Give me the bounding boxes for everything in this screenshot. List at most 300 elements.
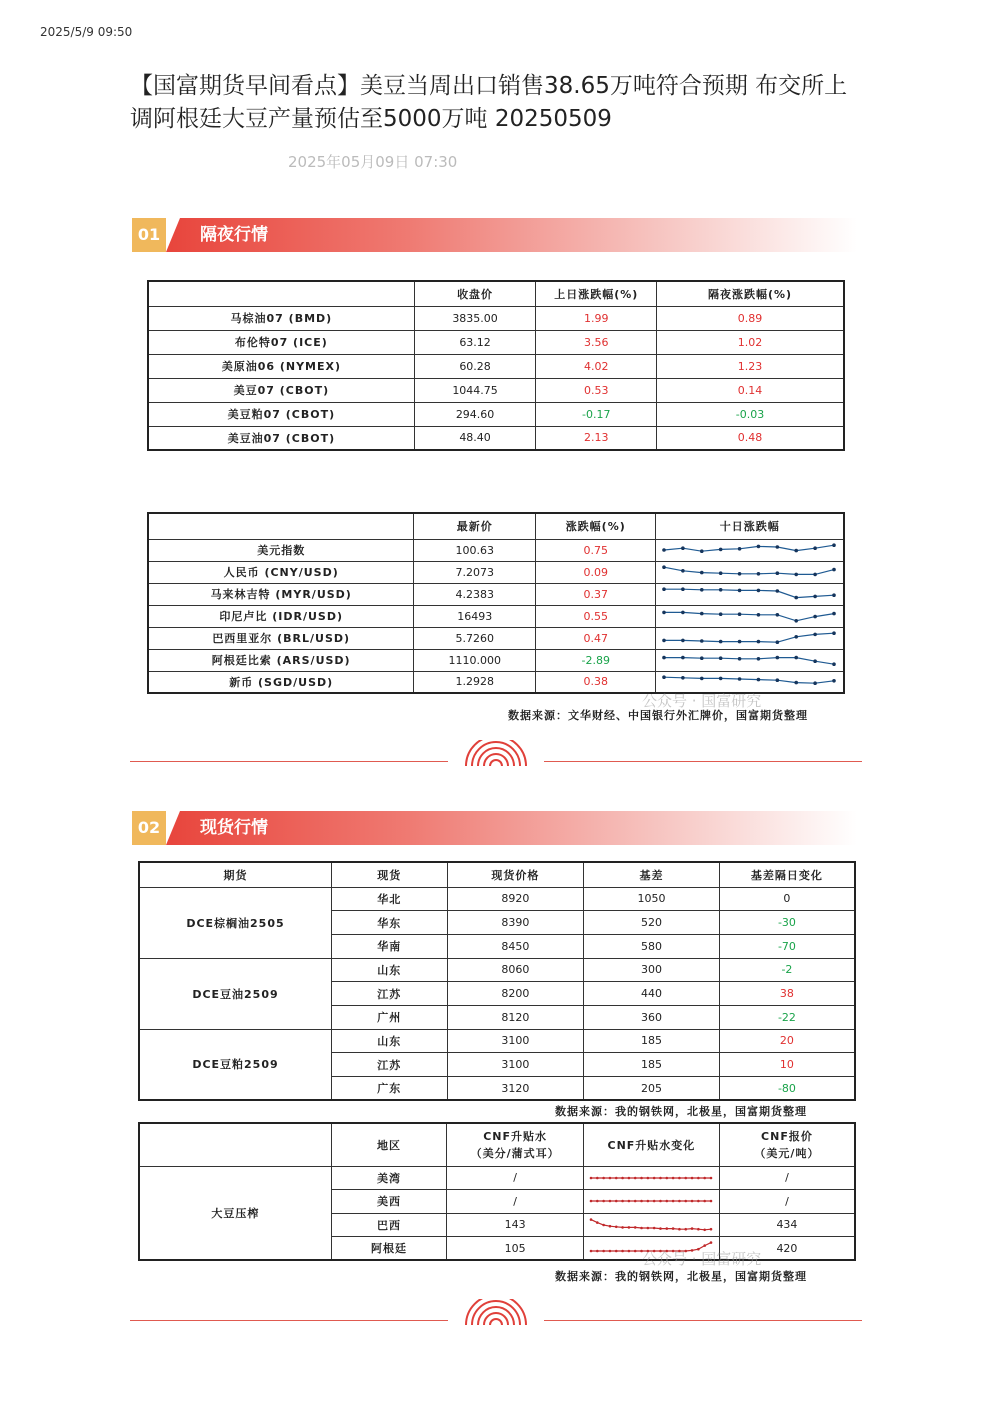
sparkline-point	[615, 1200, 618, 1203]
table-cell: 阿根廷	[331, 1237, 447, 1261]
sparkline-point	[710, 1200, 713, 1203]
sparkline-point	[663, 639, 667, 643]
sparkline-point	[678, 1200, 681, 1203]
sparkline-point	[833, 612, 837, 616]
table-cell: 马棕油07 (BMD)	[148, 306, 414, 330]
sparkline-chart	[660, 628, 838, 648]
sparkline-point	[814, 633, 818, 637]
table-cell: 8920	[447, 887, 584, 911]
sparkline-point	[776, 613, 780, 617]
sparkline-point	[757, 640, 761, 644]
table-cell: 7.2073	[414, 561, 536, 583]
table-cell: 63.12	[414, 330, 536, 354]
section-banner-overnight	[132, 218, 857, 252]
sparkline-point	[602, 1176, 605, 1179]
sparkline-point	[640, 1200, 643, 1203]
sparkline-point	[719, 612, 723, 616]
sparkline-point	[691, 1227, 694, 1230]
section-divider-line	[130, 761, 448, 762]
sparkline-point	[776, 571, 780, 575]
table-cell: 185	[584, 1053, 720, 1077]
table-cell: 294.60	[414, 402, 536, 426]
sparkline-chart	[660, 584, 838, 604]
table-cell: -30	[719, 911, 855, 935]
table-cell: /	[719, 1166, 855, 1190]
cloud-ornament-icon	[464, 740, 528, 766]
sparkline-point	[628, 1200, 631, 1203]
table-cell: 205	[584, 1077, 720, 1101]
table-row	[148, 649, 844, 671]
sparkline-point	[833, 631, 837, 635]
sparkline-point	[776, 589, 780, 593]
table-cell: 2.13	[536, 426, 657, 450]
table-header-cell: 基差隔日变化	[719, 862, 855, 887]
table-cell: 0.55	[536, 605, 656, 627]
sparkline-point	[833, 662, 837, 666]
article-date: 2025年05月09日 07:30	[288, 153, 458, 171]
table-cell: 10	[719, 1053, 855, 1077]
sparkline-point	[814, 659, 818, 663]
table-cell: -0.03	[657, 402, 844, 426]
table-cell: /	[447, 1166, 584, 1190]
sparkline-chart	[660, 650, 838, 670]
table-cell: 0.47	[536, 627, 656, 649]
table-cell: 1110.000	[414, 649, 536, 671]
sparkline-series	[664, 658, 834, 665]
table-cell: 16493	[414, 605, 536, 627]
table-cell: 美豆粕07 (CBOT)	[148, 402, 414, 426]
table-cell: 广东	[331, 1077, 447, 1101]
sparkline-chart	[587, 1215, 715, 1235]
table-cell: 3120	[447, 1077, 584, 1101]
sparkline-series	[664, 545, 834, 551]
sparkline-point	[663, 565, 667, 569]
table-cell: 马来林吉特 (MYR/USD)	[148, 583, 414, 605]
sparkline-point	[659, 1227, 662, 1230]
table-row	[148, 402, 844, 426]
sparkline-point	[700, 549, 704, 553]
sparkline-point	[602, 1200, 605, 1203]
sparkline-point	[682, 656, 686, 660]
sparkline-cell	[656, 649, 844, 671]
table-cell: 0.37	[536, 583, 656, 605]
sparkline-point	[776, 678, 780, 682]
sparkline-point	[795, 596, 799, 600]
sparkline-point	[653, 1200, 656, 1203]
sparkline-cell	[583, 1166, 719, 1190]
table-cell: 广州	[331, 1005, 447, 1029]
table-header-cell: 基差	[584, 862, 720, 887]
sparkline-point	[665, 1227, 668, 1230]
sparkline-point	[672, 1176, 675, 1179]
sparkline-chart	[660, 540, 838, 560]
table-cell: 360	[584, 1005, 720, 1029]
sparkline-point	[621, 1226, 624, 1229]
table-cell: 420	[719, 1237, 855, 1261]
sparkline-point	[609, 1200, 612, 1203]
sparkline-point	[738, 657, 742, 661]
sparkline-point	[757, 678, 761, 682]
table-cell: 人民币 (CNY/USD)	[148, 561, 414, 583]
sparkline-point	[703, 1176, 706, 1179]
sparkline-chart	[587, 1168, 715, 1188]
sparkline-point	[646, 1176, 649, 1179]
sparkline-point	[663, 656, 667, 660]
section-banner-spot	[132, 811, 857, 845]
sparkline-point	[682, 569, 686, 573]
sparkline-point	[719, 656, 723, 660]
table-cell: 4.2383	[414, 583, 536, 605]
table-cell: 华南	[331, 934, 447, 958]
table-cell: 华北	[331, 887, 447, 911]
sparkline-point	[757, 613, 761, 617]
sparkline-point	[596, 1200, 599, 1203]
sparkline-point	[703, 1244, 706, 1247]
sparkline-point	[615, 1225, 618, 1228]
sparkline-point	[719, 676, 723, 680]
sparkline-point	[590, 1250, 593, 1253]
sparkline-point	[684, 1200, 687, 1203]
table-cell: 38	[719, 982, 855, 1006]
table-cell: 8060	[447, 958, 584, 982]
table-header-cell: CNF升贴水 （美分/蒲式耳）	[447, 1123, 584, 1166]
futures-contract-cell: DCE棕榈油2505	[139, 887, 331, 958]
sparkline-point	[691, 1176, 694, 1179]
sparkline-point	[590, 1218, 593, 1221]
sparkline-point	[697, 1176, 700, 1179]
futures-contract-cell: DCE豆粕2509	[139, 1029, 331, 1100]
table-cell: -0.17	[536, 402, 657, 426]
sparkline-point	[757, 657, 761, 661]
table-row	[148, 330, 844, 354]
table-cell: 阿根廷比索 (ARS/USD)	[148, 649, 414, 671]
table-cell: /	[447, 1190, 584, 1214]
table-cell: 0.75	[536, 539, 656, 561]
sparkline-cell	[583, 1213, 719, 1237]
table-cell: 3100	[447, 1029, 584, 1053]
section-divider-line	[130, 1320, 448, 1321]
sparkline-point	[719, 640, 723, 644]
table-cell: -2.89	[536, 649, 656, 671]
sparkline-point	[634, 1250, 637, 1253]
sparkline-point	[738, 640, 742, 644]
table-cell: 580	[584, 934, 720, 958]
sparkline-point	[602, 1223, 605, 1226]
sparkline-point	[621, 1250, 624, 1253]
table-cell: 20	[719, 1029, 855, 1053]
banner-gradient-bar	[166, 218, 857, 252]
table-cell: 山东	[331, 958, 447, 982]
sparkline-series	[664, 633, 834, 642]
table-cell: 布伦特07 (ICE)	[148, 330, 414, 354]
sparkline-point	[653, 1226, 656, 1229]
table-row	[148, 583, 844, 605]
sparkline-point	[710, 1176, 713, 1179]
table-cell: 8120	[447, 1005, 584, 1029]
sparkline-point	[776, 656, 780, 660]
table-cell: 1.99	[536, 306, 657, 330]
sparkline-point	[700, 612, 704, 616]
fx-table	[147, 512, 845, 694]
sparkline-chart	[660, 606, 838, 626]
sparkline-series	[664, 567, 834, 574]
sparkline-point	[634, 1226, 637, 1229]
table-cell: -70	[719, 934, 855, 958]
table-row	[139, 1029, 855, 1053]
sparkline-cell	[583, 1190, 719, 1214]
table-header-cell: 地区	[331, 1123, 447, 1166]
data-source-note: 数据来源：文华财经、中国银行外汇牌价，国富期货整理	[508, 709, 808, 722]
table-cell: 3.56	[536, 330, 657, 354]
sparkline-cell	[656, 583, 844, 605]
sparkline-point	[682, 611, 686, 615]
table-cell: -80	[719, 1077, 855, 1101]
watermark-text: 公众号 · 国富研究	[642, 1250, 762, 1268]
sparkline-point	[738, 572, 742, 576]
sparkline-point	[665, 1176, 668, 1179]
table-cell: 185	[584, 1029, 720, 1053]
sparkline-point	[628, 1226, 631, 1229]
sparkline-series	[664, 612, 834, 620]
table-cell: 0.09	[536, 561, 656, 583]
table-cell: 434	[719, 1213, 855, 1237]
table-header-cell: 现货	[331, 862, 447, 887]
watermark-text: 公众号 · 国富研究	[642, 692, 762, 710]
sparkline-point	[697, 1200, 700, 1203]
sparkline-point	[682, 676, 686, 680]
sparkline-point	[776, 640, 780, 644]
sparkline-point	[663, 675, 667, 679]
sparkline-point	[663, 611, 667, 615]
sparkline-cell	[656, 627, 844, 649]
table-cell: 0.14	[657, 378, 844, 402]
table-cell: 1.23	[657, 354, 844, 378]
sparkline-point	[833, 679, 837, 683]
table-cell: 8450	[447, 934, 584, 958]
sparkline-point	[590, 1176, 593, 1179]
table-cell: 0.89	[657, 306, 844, 330]
sparkline-point	[719, 588, 723, 592]
table-header-cell: 隔夜涨跌幅(%)	[657, 281, 844, 306]
sparkline-point	[609, 1225, 612, 1228]
sparkline-chart	[660, 672, 838, 692]
sparkline-point	[615, 1250, 618, 1253]
sparkline-point	[590, 1200, 593, 1203]
sparkline-point	[646, 1226, 649, 1229]
futures-contract-cell: DCE豆油2509	[139, 958, 331, 1029]
table-row	[139, 887, 855, 911]
table-cell: 巴西里亚尔 (BRL/USD)	[148, 627, 414, 649]
sparkline-point	[833, 568, 837, 572]
sparkline-point	[814, 681, 818, 685]
sparkline-point	[703, 1200, 706, 1203]
section-divider-line	[544, 1320, 862, 1321]
sparkline-cell	[656, 539, 844, 561]
table-cell: 江苏	[331, 982, 447, 1006]
section-number: 01	[132, 218, 166, 252]
table-cell: 1044.75	[414, 378, 536, 402]
sparkline-point	[757, 589, 761, 593]
sparkline-point	[640, 1176, 643, 1179]
sparkline-cell	[656, 605, 844, 627]
sparkline-point	[621, 1200, 624, 1203]
sparkline-point	[646, 1200, 649, 1203]
data-source-note: 数据来源：我的钢铁网，北极星，国富期货整理	[555, 1105, 807, 1118]
table-header-cell	[139, 1123, 331, 1166]
sparkline-point	[659, 1200, 662, 1203]
table-row	[148, 539, 844, 561]
sparkline-point	[609, 1250, 612, 1253]
table-cell: 巴西	[331, 1213, 447, 1237]
table-cell: 5.7260	[414, 627, 536, 649]
sparkline-point	[738, 612, 742, 616]
table-header-cell: CNF升贴水变化	[583, 1123, 719, 1166]
sparkline-point	[665, 1200, 668, 1203]
table-cell: 0	[719, 887, 855, 911]
table-header-cell: 上日涨跌幅(%)	[536, 281, 657, 306]
sparkline-point	[596, 1221, 599, 1224]
capture-timestamp: 2025/5/9 09:50	[40, 25, 133, 39]
table-cell: 300	[584, 958, 720, 982]
sparkline-point	[814, 546, 818, 550]
table-cell: 8200	[447, 982, 584, 1006]
sparkline-point	[795, 573, 799, 577]
cnf-premium-table	[138, 1122, 856, 1261]
sparkline-point	[703, 1228, 706, 1231]
sparkline-point	[700, 676, 704, 680]
table-cell: 美湾	[331, 1166, 447, 1190]
table-cell: 美原油06 (NYMEX)	[148, 354, 414, 378]
table-row	[148, 605, 844, 627]
table-cell: 0.38	[536, 671, 656, 693]
table-cell: 山东	[331, 1029, 447, 1053]
table-cell: 1050	[584, 887, 720, 911]
table-cell: 美豆07 (CBOT)	[148, 378, 414, 402]
table-cell: 0.48	[657, 426, 844, 450]
table-cell: 520	[584, 911, 720, 935]
overnight-futures-table	[147, 280, 845, 451]
sparkline-chart	[587, 1191, 715, 1211]
sparkline-point	[757, 545, 761, 549]
table-cell: 3100	[447, 1053, 584, 1077]
sparkline-point	[700, 656, 704, 660]
sparkline-point	[621, 1176, 624, 1179]
sparkline-point	[833, 543, 837, 547]
table-cell: 江苏	[331, 1053, 447, 1077]
cloud-ornament-icon	[464, 1299, 528, 1325]
sparkline-chart	[660, 562, 838, 582]
table-header-cell: 现货价格	[447, 862, 584, 887]
table-header-cell: 期货	[139, 862, 331, 887]
sparkline-point	[596, 1250, 599, 1253]
section-divider-line	[544, 761, 862, 762]
table-cell: 8390	[447, 911, 584, 935]
section-number: 02	[132, 811, 166, 845]
sparkline-point	[663, 587, 667, 591]
sparkline-point	[628, 1176, 631, 1179]
section-heading: 现货行情	[200, 818, 268, 838]
table-header-cell: 十日涨跌幅	[656, 513, 844, 539]
spot-basis-table	[138, 861, 856, 1101]
table-row	[148, 378, 844, 402]
sparkline-point	[697, 1228, 700, 1231]
table-cell: 4.02	[536, 354, 657, 378]
sparkline-point	[795, 681, 799, 685]
sparkline-point	[663, 548, 667, 552]
table-cell: 1.02	[657, 330, 844, 354]
sparkline-point	[672, 1200, 675, 1203]
sparkline-point	[814, 595, 818, 599]
sparkline-point	[795, 656, 799, 660]
sparkline-point	[640, 1226, 643, 1229]
table-cell: 1.2928	[414, 671, 536, 693]
sparkline-point	[678, 1228, 681, 1231]
sparkline-point	[678, 1176, 681, 1179]
sparkline-point	[719, 571, 723, 575]
sparkline-point	[757, 572, 761, 576]
table-cell: -22	[719, 1005, 855, 1029]
sparkline-point	[795, 549, 799, 553]
table-row	[148, 561, 844, 583]
table-cell: 440	[584, 982, 720, 1006]
table-header-cell	[148, 281, 414, 306]
table-header-cell: 涨跌幅(%)	[536, 513, 656, 539]
table-cell: 美元指数	[148, 539, 414, 561]
table-cell: 新币 (SGD/USD)	[148, 671, 414, 693]
sparkline-series	[664, 677, 834, 683]
table-cell: 105	[447, 1237, 584, 1261]
table-cell: /	[719, 1190, 855, 1214]
sparkline-point	[833, 593, 837, 597]
sparkline-point	[710, 1228, 713, 1231]
table-cell: 3835.00	[414, 306, 536, 330]
sparkline-point	[682, 587, 686, 591]
table-header-cell: 最新价	[414, 513, 536, 539]
table-row	[148, 306, 844, 330]
table-cell: 143	[447, 1213, 584, 1237]
sparkline-point	[628, 1250, 631, 1253]
table-cell: 印尼卢比 (IDR/USD)	[148, 605, 414, 627]
sparkline-point	[653, 1176, 656, 1179]
sparkline-point	[682, 546, 686, 550]
table-header-cell: CNF报价 （美元/吨）	[719, 1123, 855, 1166]
sparkline-point	[738, 677, 742, 681]
table-row	[139, 958, 855, 982]
sparkline-point	[659, 1176, 662, 1179]
table-cell: 60.28	[414, 354, 536, 378]
sparkline-point	[634, 1200, 637, 1203]
sparkline-point	[682, 639, 686, 643]
table-cell: -2	[719, 958, 855, 982]
sparkline-point	[776, 545, 780, 549]
sparkline-point	[596, 1176, 599, 1179]
sparkline-point	[672, 1227, 675, 1230]
sparkline-series	[664, 589, 834, 597]
sparkline-point	[609, 1176, 612, 1179]
table-row	[148, 627, 844, 649]
data-source-note: 数据来源：我的钢铁网，北极星，国富期货整理	[555, 1270, 807, 1283]
sparkline-point	[700, 588, 704, 592]
sparkline-point	[738, 589, 742, 593]
table-cell: 华东	[331, 911, 447, 935]
banner-gradient-bar	[166, 811, 857, 845]
table-cell: 0.53	[536, 378, 657, 402]
table-header-cell: 收盘价	[414, 281, 536, 306]
table-row	[148, 354, 844, 378]
sparkline-point	[691, 1200, 694, 1203]
table-row	[139, 1166, 855, 1190]
table-cell: 美豆油07 (CBOT)	[148, 426, 414, 450]
